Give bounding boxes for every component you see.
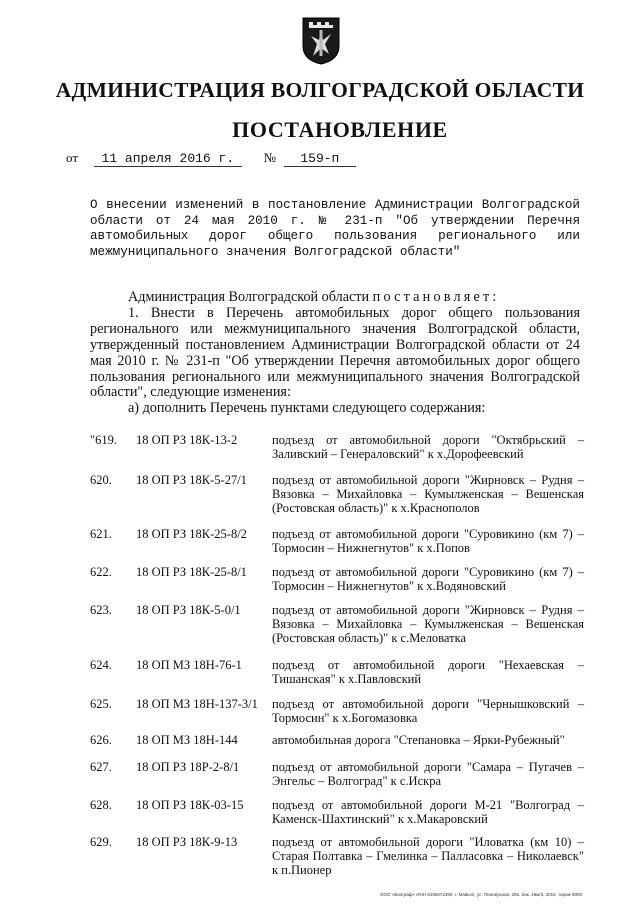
road-description: подъезд от автомобильной дороги "Суровикино (км 7) – Тормосин – Нижнегнутов" к х.Попов (272, 527, 584, 555)
intro-line (90, 290, 580, 306)
road-description: подъезд от автомобильной дороги "Самара – Пугачев – Энгельс – Волгоград" к с.Искра (272, 760, 584, 788)
road-number: 620. (90, 473, 112, 487)
road-description: подъезд от автомобильной дороги "Иловатка (км 10) – Старая Полтавка – Гмелинка – Палласовка – Николаевск" к п.Пионер (272, 835, 584, 877)
road-description: подъезд от автомобильной дороги "Жирновск – Рудня – Вязовка – Михайловка – Кумылженская – Вешенская (Ростовская область)" к х.Краснополов (272, 473, 584, 515)
road-number: 628. (90, 798, 112, 812)
road-code: 18 ОП РЗ 18К-9-13 (136, 835, 238, 849)
road-code: 18 ОП МЗ 18Н-137-3/1 (136, 697, 258, 711)
road-code: 18 ОП РЗ 18К-25-8/2 (136, 527, 247, 541)
road-description: автомобильная дорога "Степановка – Ярки-Рубежный" (272, 733, 565, 747)
date-prefix: от (66, 150, 79, 165)
road-number: 624. (90, 658, 112, 672)
road-description: подъезд от автомобильной дороги М-21 "Волгоград – Каменск-Шахтинский" к х.Макаровский (272, 798, 584, 826)
subject-line: области от 24 мая 2010 г. № 231-п "Об утверждении Перечня (90, 213, 580, 228)
road-code: 18 ОП РЗ 18К-5-27/1 (136, 473, 247, 487)
coat-of-arms-icon (301, 16, 341, 66)
intro-spaced: постановляет: (372, 289, 500, 305)
road-code: 18 ОП РЗ 18К-13-2 (136, 433, 238, 447)
printer-footer: ООО «Волграф» ИНН 6155072390, г. Майкоп, ул. Пионерская, 266. Зак. 19м/3, 2015, тираж 8000 (380, 892, 582, 897)
road-description: подъезд от автомобильной дороги "Октябрьский – Заливский – Генераловский" к х.Дорофеевский (272, 433, 584, 461)
road-number: 627. (90, 760, 112, 774)
road-number: "619. (90, 433, 117, 447)
date-number-line (66, 150, 356, 167)
road-number: 622. (90, 565, 112, 579)
road-description: подъезд от автомобильной дороги "Чернышковский – Тормосин" к х.Богомазовка (272, 697, 584, 725)
road-code: 18 ОП РЗ 18К-5-0/1 (136, 603, 241, 617)
document-body (90, 290, 580, 417)
paragraph-1: 1. Внести в Перечень автомобильных дорог общего пользования регионального или межмуниципального значения Волгоградской области, утвержденный постановлением Администрации Волгоградской области от 24 мая 2010 г. № 231-п "Об утверждении Перечня автомобильных дорог общего пользования регионального или межмуниципального значения Волгоградской области", следующие изменения: (90, 304, 580, 401)
road-code: 18 ОП РЗ 18К-25-8/1 (136, 565, 247, 579)
document-number: 159-п (284, 151, 356, 167)
document-date: 11 апреля 2016 г. (94, 151, 242, 167)
subject-line: автомобильных дорог общего пользования регионального или (90, 229, 580, 243)
document-type: ПОСТАНОВЛЕНИЕ (232, 117, 448, 142)
road-description: подъезд от автомобильной дороги "Нехаевская – Тишанская" к х.Павловский (272, 658, 584, 686)
intro-plain: Администрация Волгоградской области (128, 289, 370, 305)
road-code: 18 ОП МЗ 18Н-76-1 (136, 658, 242, 672)
road-description: подъезд от автомобильной дороги "Жирновск – Рудня – Вязовка – Михайловка – Кумылженская – Вешенская (Ростовская область)" к с.Меловатка (272, 603, 584, 645)
road-number: 623. (90, 603, 112, 617)
road-description: подъезд от автомобильной дороги "Суровикино (км 7) – Тормосин – Нижнегнутов" к х.Водяновский (272, 565, 584, 593)
subject-line: О внесении изменений в постановление Администрации Волгоградской (90, 198, 580, 212)
organization-name: АДМИНИСТРАЦИЯ ВОЛГОГРАДСКОЙ ОБЛАСТИ (55, 78, 585, 102)
road-number: 626. (90, 733, 112, 747)
road-code: 18 ОП РЗ 18Р-2-8/1 (136, 760, 240, 774)
road-number: 629. (90, 835, 112, 849)
number-prefix: № (263, 150, 277, 165)
item-a: а) дополнить Перечень пунктами следующего содержания: (128, 400, 486, 417)
road-number: 621. (90, 527, 112, 541)
road-number: 625. (90, 697, 112, 711)
document-subject (90, 198, 580, 260)
road-code: 18 ОП МЗ 18Н-144 (136, 733, 238, 747)
road-code: 18 ОП РЗ 18К-03-15 (136, 798, 244, 812)
subject-line: межмуниципального значения Волгоградской области" (90, 244, 461, 259)
